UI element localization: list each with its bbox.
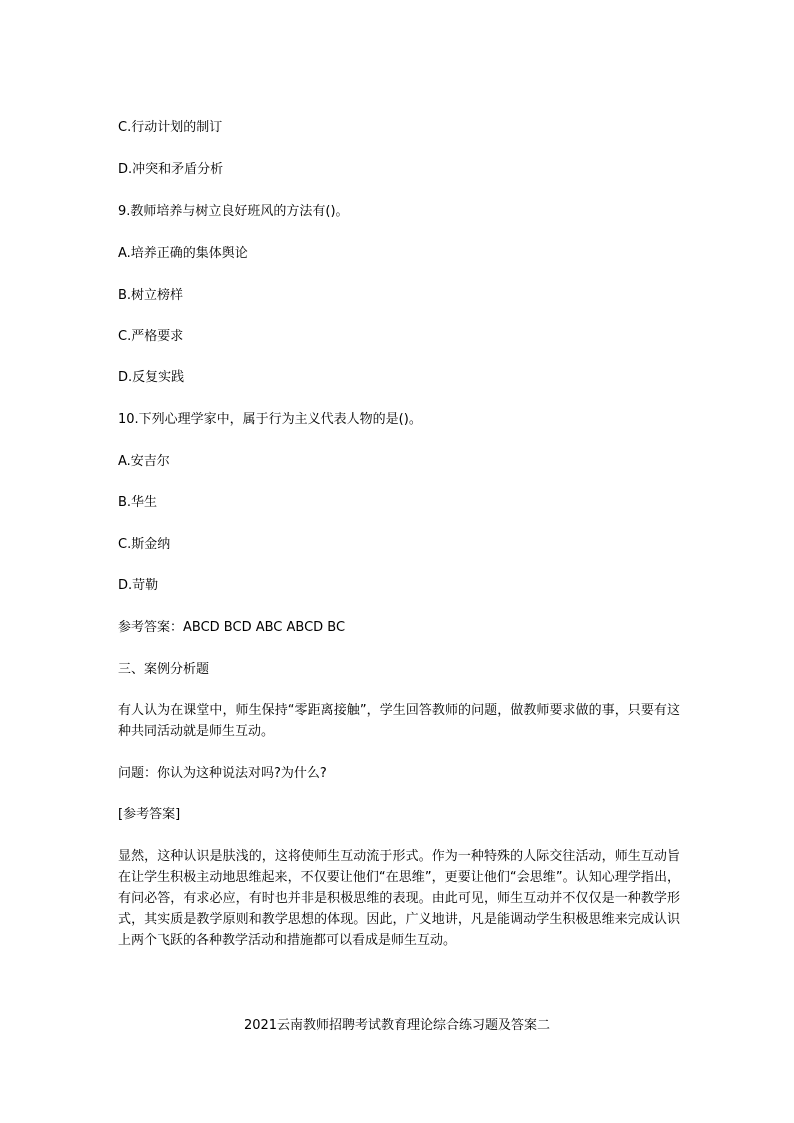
q10-option-a: A.安吉尔 <box>118 454 170 469</box>
q8-option-c: C.行动计划的制订 <box>118 120 223 135</box>
case-text: 有人认为在课堂中，师生保持“零距离接触”，学生回答教师的问题，做教师要求做的事，只要有这种共同活动就是师生互动。 <box>118 703 680 739</box>
q10-option-b: B.华生 <box>118 495 158 510</box>
q9-option-c: C.严格要求 <box>118 329 184 344</box>
q10-question: 10.下列心理学家中，属于行为主义代表人物的是()。 <box>118 412 422 427</box>
answer-key: 参考答案：ABCD BCD ABC ABCD BC <box>118 620 346 635</box>
section-heading: 三、案例分析题 <box>118 662 210 677</box>
answer-paragraph: 显然，这种认识是肤浅的，这将使师生互动流于形式。作为一种特殊的人际交往活动，师生互动旨在让学生积极主动地思维起来，不仅要让他们“在思维”，更要让他们“会思维”。认知心理学指出，有问必答，有求必应，有时也并非是积极思维的表现。由此可见，师生互动并不仅仅是一种教学形式，其实质是教学原则和教学思想的体现。因此，广义地讲，凡是能调动学生积极思维来完成认识上两个飞跃的各种教学活动和措施都可以看成是师生互动。 <box>118 849 680 948</box>
q8-option-d: D.冲突和矛盾分析 <box>118 162 224 177</box>
q10-option-c: C.斯金纳 <box>118 537 171 552</box>
q9-option-a: A.培养正确的集体舆论 <box>118 246 248 261</box>
q10-option-d: D.苛勒 <box>118 578 159 593</box>
footer-title: 2021云南教师招聘考试教育理论综合练习题及答案二 <box>243 1018 551 1033</box>
q9-question: 9.教师培养与树立良好班风的方法有()。 <box>118 204 349 219</box>
q9-option-d: D.反复实践 <box>118 370 185 385</box>
reference-label: [参考答案] <box>118 807 181 822</box>
case-question: 问题：你认为这种说法对吗?为什么? <box>118 766 327 781</box>
q9-option-b: B.树立榜样 <box>118 288 184 303</box>
